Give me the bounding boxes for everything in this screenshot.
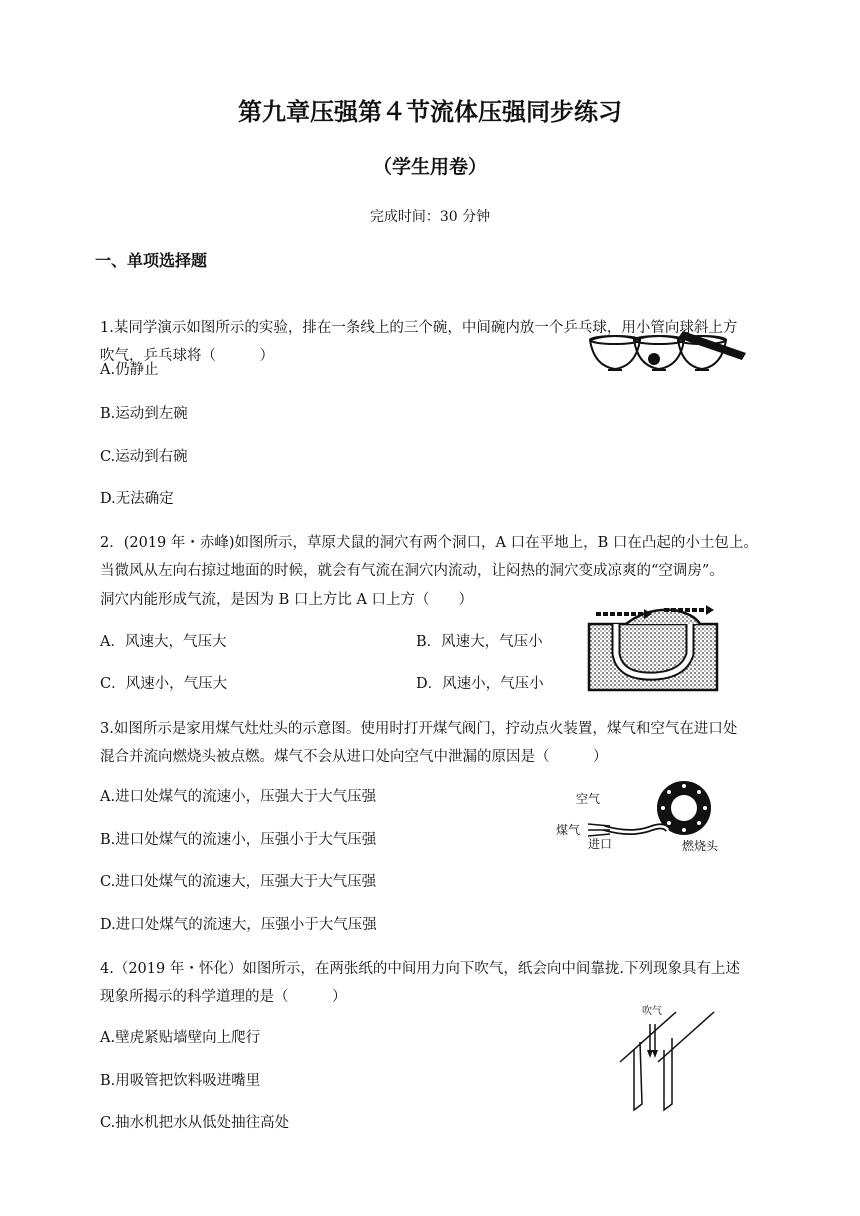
left-rod [620,1012,676,1062]
question-1-option-c: C.运动到右碗 [100,449,188,465]
question-3-option-a: A.进口处煤气的流速小，压强大于大气压强 [100,789,377,805]
right-rod [658,1012,714,1062]
question-4-line-1: 4.（2019 年・怀化）如图所示，在两张纸的中间用力向下吹气，纸会向中间靠拢.下列现象具有上述 [100,961,740,977]
question-2-option-a: A．风速大，气压大 [100,634,227,650]
prairie-dog-burrow-figure [586,604,720,694]
question-2-option-c: C．风速小，气压大 [100,676,228,692]
page-title: 第九章压强第４节流体压强同步练习 [238,98,622,126]
section-heading: 一、单项选择题 [95,251,208,270]
question-1-line-2: 吹气，乒乓球将（ ） [100,348,274,364]
question-2-line-1: 2．(2019 年・赤峰)如图所示，草原犬鼠的洞穴有两个洞口，A 口在平地上，B 口在凸起的小土包上。 [100,535,758,551]
question-1-option-a: A.仍静止 [100,362,159,378]
question-1-option-d: D.无法确定 [100,491,174,507]
question-4-line-2: 现象所揭示的科学道理的是（ ） [100,989,347,1005]
question-2-line-2: 当微风从左向右掠过地面的时候，就会有气流在洞穴内流动，让闷热的洞穴变成凉爽的“空调房”。 [100,563,724,579]
inlet-label: 进口 [588,837,613,851]
question-3-line-1: 3.如图所示是家用煤气灶灶头的示意图。使用时打开煤气阀门，拧动点火装置，煤气和空气在进口处 [100,721,738,737]
question-2-line-3: 洞穴内能形成气流，是因为 B 口上方比 A 口上方（ ） [100,592,474,608]
question-1-option-b: B.运动到左碗 [100,406,188,422]
page-subtitle: （学生用卷） [372,156,487,178]
question-3-option-d: D.进口处煤气的流速大，压强小于大气压强 [100,917,377,933]
gas-stove-figure [552,778,732,854]
left-paper [634,1042,642,1110]
question-3-option-b: B.进口处煤气的流速小，压强小于大气压强 [100,832,377,848]
gas-nozzle [588,824,610,836]
question-2-option-b: B．风速大，气压小 [416,634,543,650]
ping-pong-ball [648,353,660,365]
question-4-option-a: A.壁虎紧贴墙壁向上爬行 [100,1030,261,1046]
blow-label: 吹气 [642,1006,662,1017]
three-bowls-figure [586,326,746,380]
right-paper [664,1038,672,1110]
gas-label: 煤气 [556,823,581,837]
question-2-option-d: D．风速小，气压小 [416,676,544,692]
question-3-option-c: C.进口处煤气的流速大，压强大于大气压强 [100,874,377,890]
question-3-line-2: 混合并流向燃烧头被点燃。煤气不会从进口处向空气中泄漏的原因是（ ） [100,749,608,765]
left-bowl [590,336,640,369]
two-papers-figure [614,1000,718,1114]
question-1-line-1: 1.某同学演示如图所示的实验，排在一条线上的三个碗，中间碗内放一个乒乓球，用小管向球斜上方 [100,320,738,336]
completion-time: 完成时间：30 分钟 [369,209,491,225]
middle-bowl [634,336,684,369]
question-4-option-c: C.抽水机把水从低处抽往高处 [100,1115,290,1131]
air-label: 空气 [576,792,601,806]
question-4-option-b: B.用吸管把饮料吸进嘴里 [100,1073,261,1089]
burner-label: 燃烧头 [682,839,719,853]
